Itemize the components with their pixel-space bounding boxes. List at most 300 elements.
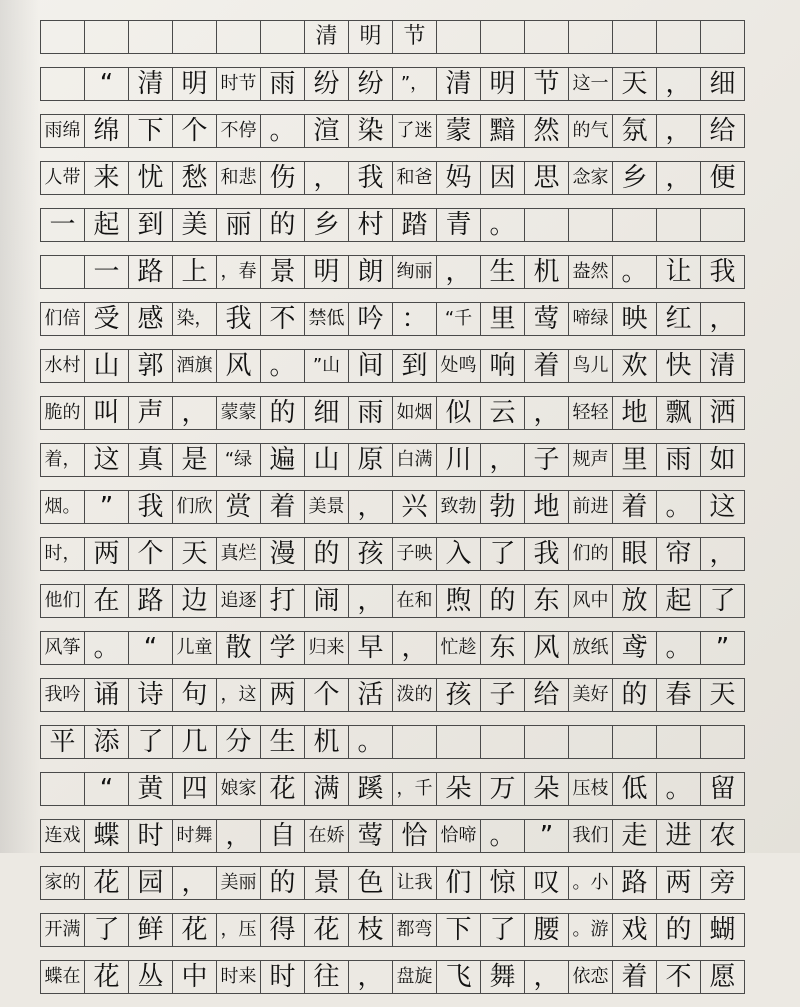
grid-cell: 踏: [392, 208, 437, 242]
grid-cell: [480, 725, 525, 759]
grid-cell: 个: [304, 678, 349, 712]
grid-cell: ，: [480, 443, 525, 477]
grid-cell: [40, 772, 85, 806]
text-line: [40, 443, 760, 477]
grid-cell: 不: [656, 960, 701, 994]
grid-cell: 机: [304, 725, 349, 759]
grid-cell: 时: [260, 960, 305, 994]
grid-cell: 便: [700, 161, 745, 195]
grid-cell: ，: [656, 161, 701, 195]
grid-cell: 几: [172, 725, 217, 759]
grid-cell: 美好: [568, 678, 613, 712]
grid-cell: 舞: [480, 960, 525, 994]
grid-cell: 的气: [568, 114, 613, 148]
grid-cell: “: [84, 772, 129, 806]
grid-cell: 时节: [216, 67, 261, 101]
grid-cell: 了: [700, 584, 745, 618]
text-line: [40, 114, 760, 148]
grid-cell: 来: [84, 161, 129, 195]
grid-cell: 留: [700, 772, 745, 806]
grid-cell: 放: [612, 584, 657, 618]
grid-cell: 村: [348, 208, 393, 242]
grid-cell: 花: [172, 913, 217, 947]
grid-cell: 家的: [40, 866, 85, 900]
grid-cell: [612, 725, 657, 759]
grid-cell: 朵: [524, 772, 569, 806]
grid-cell: 这: [700, 490, 745, 524]
grid-cell: 时，: [40, 537, 85, 571]
grid-cell: 了迷: [392, 114, 437, 148]
grid-cell: 追逐: [216, 584, 261, 618]
text-line: [40, 302, 760, 336]
grid-cell: 丛: [128, 960, 173, 994]
grid-cell: 酒旗: [172, 349, 217, 383]
grid-cell: [392, 725, 437, 759]
grid-cell: 叫: [84, 396, 129, 430]
grid-cell: 园: [128, 866, 173, 900]
grid-cell: 打: [260, 584, 305, 618]
page-shadow: [0, 0, 40, 853]
grid-cell: 赏: [216, 490, 261, 524]
grid-cell: 禁低: [304, 302, 349, 336]
grid-cell: ”: [524, 819, 569, 853]
grid-cell: 盘旋: [392, 960, 437, 994]
grid-cell: [436, 725, 481, 759]
grid-cell: [656, 725, 701, 759]
grid-cell: 枝: [348, 913, 393, 947]
grid-cell: 我: [128, 490, 173, 524]
grid-cell: 着: [612, 960, 657, 994]
grid-cell: 中: [172, 960, 217, 994]
grid-cell: 的: [612, 678, 657, 712]
grid-cell: 间: [348, 349, 393, 383]
grid-cell: 。小: [568, 866, 613, 900]
grid-cell: 子映: [392, 537, 437, 571]
grid-cell: 云: [480, 396, 525, 430]
grid-cell: 染，: [172, 302, 217, 336]
grid-cell: 分: [216, 725, 261, 759]
grid-cell: 子: [480, 678, 525, 712]
grid-cell: ，: [304, 161, 349, 195]
grid-cell: 兴: [392, 490, 437, 524]
grid-cell: 孩: [436, 678, 481, 712]
grid-cell: 黯: [480, 114, 525, 148]
grid-cell: 们欣: [172, 490, 217, 524]
grid-cell: 压枝: [568, 772, 613, 806]
grid-cell: 给: [700, 114, 745, 148]
grid-cell: “: [84, 67, 129, 101]
grid-cell: 天: [172, 537, 217, 571]
grid-cell: 蝴: [700, 913, 745, 947]
grid-cell: 恰啼: [436, 819, 481, 853]
grid-cell: 了: [84, 913, 129, 947]
text-line: [40, 584, 760, 618]
grid-cell: 如: [700, 443, 745, 477]
grid-cell: ：: [392, 302, 437, 336]
grid-cell: 清: [436, 67, 481, 101]
grid-cell: 快: [656, 349, 701, 383]
grid-cell: 下: [128, 114, 173, 148]
grid-cell: [524, 725, 569, 759]
grid-cell: 忧: [128, 161, 173, 195]
text-line: [40, 960, 760, 994]
text-line: [40, 819, 760, 853]
grid-cell: 我: [700, 255, 745, 289]
grid-cell: 我: [216, 302, 261, 336]
grid-cell: 细: [700, 67, 745, 101]
grid-cell: ，: [700, 537, 745, 571]
grid-cell: 学: [260, 631, 305, 665]
grid-cell: 蝶: [84, 819, 129, 853]
grid-cell: 清: [700, 349, 745, 383]
grid-cell: 眼: [612, 537, 657, 571]
grid-cell: 盎然: [568, 255, 613, 289]
grid-cell: 泼的: [392, 678, 437, 712]
grid-cell: 纷: [304, 67, 349, 101]
grid-cell: ”，: [392, 67, 437, 101]
grid-cell: 雨: [656, 443, 701, 477]
grid-cell: 煦: [436, 584, 481, 618]
grid-cell: 东: [480, 631, 525, 665]
grid-cell: 受: [84, 302, 129, 336]
grid-cell: 莺: [524, 302, 569, 336]
grid-cell: 往: [304, 960, 349, 994]
text-line: [40, 349, 760, 383]
grid-cell: 给: [524, 678, 569, 712]
grid-cell: 蒙蒙: [216, 396, 261, 430]
grid-cell: 万: [480, 772, 525, 806]
grid-cell: 念家: [568, 161, 613, 195]
grid-cell: [568, 725, 613, 759]
grid-cell: 乡: [304, 208, 349, 242]
grid-cell: 川: [436, 443, 481, 477]
grid-cell: 这一: [568, 67, 613, 101]
grid-cell: 我吟: [40, 678, 85, 712]
grid-cell: 里: [480, 302, 525, 336]
grid-cell: ，: [172, 866, 217, 900]
grid-cell: 都弯: [392, 913, 437, 947]
grid-cell: 人带: [40, 161, 85, 195]
grid-cell: 春: [656, 678, 701, 712]
grid-cell: 飞: [436, 960, 481, 994]
grid-cell: 渲: [304, 114, 349, 148]
grid-cell: ，: [524, 396, 569, 430]
grid-cell: 起: [84, 208, 129, 242]
grid-cell: 节: [392, 20, 437, 54]
grid-cell: 在: [84, 584, 129, 618]
grid-cell: 我们: [568, 819, 613, 853]
grid-cell: 叹: [524, 866, 569, 900]
grid-cell: 风中: [568, 584, 613, 618]
grid-cell: [84, 20, 129, 54]
grid-cell: 。: [656, 631, 701, 665]
grid-cell: 山: [84, 349, 129, 383]
grid-cell: [480, 20, 525, 54]
grid-cell: 节: [524, 67, 569, 101]
grid-cell: 生: [480, 255, 525, 289]
grid-cell: 的: [480, 584, 525, 618]
grid-cell: 响: [480, 349, 525, 383]
grid-cell: 满: [304, 772, 349, 806]
grid-cell: 。: [260, 114, 305, 148]
grid-cell: 戏: [612, 913, 657, 947]
grid-cell: 起: [656, 584, 701, 618]
grid-cell: 鸟儿: [568, 349, 613, 383]
grid-cell: 明: [172, 67, 217, 101]
grid-cell: 的: [260, 396, 305, 430]
text-line: [40, 255, 760, 289]
grid-cell: 不: [260, 302, 305, 336]
grid-cell: 不停: [216, 114, 261, 148]
grid-cell: 水村: [40, 349, 85, 383]
grid-cell: ，这: [216, 678, 261, 712]
text-line: [40, 490, 760, 524]
grid-cell: 思: [524, 161, 569, 195]
grid-cell: 们: [436, 866, 481, 900]
grid-cell: 鲜: [128, 913, 173, 947]
grid-cell: 愿: [700, 960, 745, 994]
grid-cell: 忙趁: [436, 631, 481, 665]
grid-cell: 色: [348, 866, 393, 900]
grid-cell: 恰: [392, 819, 437, 853]
grid-cell: 轻轻: [568, 396, 613, 430]
grid-cell: 地: [524, 490, 569, 524]
grid-cell: 们倍: [40, 302, 85, 336]
grid-cell: 风筝: [40, 631, 85, 665]
grid-cell: 山: [304, 443, 349, 477]
grid-cell: [260, 20, 305, 54]
grid-cell: 路: [128, 584, 173, 618]
text-line: [40, 161, 760, 195]
grid-cell: 着: [260, 490, 305, 524]
grid-cell: 入: [436, 537, 481, 571]
grid-cell: 朗: [348, 255, 393, 289]
grid-cell: [656, 208, 701, 242]
grid-cell: 和爸: [392, 161, 437, 195]
grid-cell: 东: [524, 584, 569, 618]
grid-cell: ，春: [216, 255, 261, 289]
grid-cell: 清: [128, 67, 173, 101]
grid-cell: 边: [172, 584, 217, 618]
grid-cell: 机: [524, 255, 569, 289]
text-line: [40, 396, 760, 430]
grid-cell: 然: [524, 114, 569, 148]
grid-cell: 孩: [348, 537, 393, 571]
grid-cell: 绵: [84, 114, 129, 148]
grid-cell: 娘家: [216, 772, 261, 806]
grid-cell: 个: [172, 114, 217, 148]
grid-cell: [172, 20, 217, 54]
grid-cell: ，: [656, 67, 701, 101]
grid-cell: [40, 255, 85, 289]
grid-cell: 我: [524, 537, 569, 571]
grid-cell: 。: [480, 819, 525, 853]
grid-cell: 啼绿: [568, 302, 613, 336]
grid-cell: [568, 208, 613, 242]
text-line: [40, 866, 760, 900]
grid-cell: 生: [260, 725, 305, 759]
grid-cell: [436, 20, 481, 54]
grid-cell: ，: [392, 631, 437, 665]
grid-cell: ，: [216, 819, 261, 853]
grid-cell: 。: [260, 349, 305, 383]
grid-cell: 让我: [392, 866, 437, 900]
grid-cell: 句: [172, 678, 217, 712]
grid-cell: ，压: [216, 913, 261, 947]
grid-cell: 前进: [568, 490, 613, 524]
grid-cell: 欢: [612, 349, 657, 383]
grid-cell: 路: [128, 255, 173, 289]
grid-cell: 吟: [348, 302, 393, 336]
grid-cell: 。: [480, 208, 525, 242]
grid-cell: 。: [84, 631, 129, 665]
grid-cell: 氛: [612, 114, 657, 148]
grid-cell: [40, 67, 85, 101]
grid-cell: 遍: [260, 443, 305, 477]
grid-cell: ”: [700, 631, 745, 665]
grid-cell: 似: [436, 396, 481, 430]
grid-cell: “: [128, 631, 173, 665]
grid-cell: 原: [348, 443, 393, 477]
grid-cell: 闹: [304, 584, 349, 618]
grid-cell: 蹊: [348, 772, 393, 806]
grid-cell: ，: [348, 490, 393, 524]
grid-cell: 这: [84, 443, 129, 477]
grid-cell: 花: [304, 913, 349, 947]
grid-cell: ，: [436, 255, 481, 289]
grid-cell: [128, 20, 173, 54]
grid-cell: 儿童: [172, 631, 217, 665]
grid-cell: 雨: [260, 67, 305, 101]
grid-cell: 了: [480, 537, 525, 571]
grid-cell: 。游: [568, 913, 613, 947]
grid-cell: 声: [128, 396, 173, 430]
text-line: [40, 631, 760, 665]
grid-cell: 帘: [656, 537, 701, 571]
grid-cell: 散: [216, 631, 261, 665]
grid-cell: 着: [612, 490, 657, 524]
grid-cell: 的: [656, 913, 701, 947]
grid-cell: 蒙: [436, 114, 481, 148]
grid-cell: 自: [260, 819, 305, 853]
grid-cell: 明: [348, 20, 393, 54]
grid-cell: 染: [348, 114, 393, 148]
grid-cell: 风: [216, 349, 261, 383]
essay-title: [40, 20, 760, 54]
grid-cell: 。: [348, 725, 393, 759]
grid-cell: 风: [524, 631, 569, 665]
grid-cell: 雨: [348, 396, 393, 430]
grid-cell: 绚丽: [392, 255, 437, 289]
grid-cell: 连戏: [40, 819, 85, 853]
grid-cell: [40, 20, 85, 54]
grid-cell: 到: [392, 349, 437, 383]
text-line: [40, 725, 760, 759]
grid-cell: 雨绵: [40, 114, 85, 148]
grid-cell: 里: [612, 443, 657, 477]
grid-cell: 的: [260, 208, 305, 242]
grid-cell: 纷: [348, 67, 393, 101]
grid-cell: 真烂: [216, 537, 261, 571]
grid-cell: 两: [260, 678, 305, 712]
grid-cell: 飘: [656, 396, 701, 430]
grid-cell: 郭: [128, 349, 173, 383]
grid-cell: 天: [612, 67, 657, 101]
grid-cell: 花: [84, 960, 129, 994]
grid-cell: 早: [348, 631, 393, 665]
grid-cell: 诗: [128, 678, 173, 712]
grid-cell: 的: [260, 866, 305, 900]
grid-cell: 愁: [172, 161, 217, 195]
grid-cell: [524, 20, 569, 54]
grid-cell: 添: [84, 725, 129, 759]
grid-cell: 在和: [392, 584, 437, 618]
grid-cell: 惊: [480, 866, 525, 900]
grid-cell: 美景: [304, 490, 349, 524]
grid-cell: ，: [172, 396, 217, 430]
grid-cell: 莺: [348, 819, 393, 853]
grid-cell: 朵: [436, 772, 481, 806]
grid-cell: [700, 20, 745, 54]
grid-cell: 着，: [40, 443, 85, 477]
grid-cell: ，: [700, 302, 745, 336]
grid-cell: 乡: [612, 161, 657, 195]
grid-cell: 放纸: [568, 631, 613, 665]
grid-cell: 了: [128, 725, 173, 759]
grid-cell: 到: [128, 208, 173, 242]
grid-cell: 是: [172, 443, 217, 477]
grid-cell: 。: [656, 490, 701, 524]
grid-cell: 在娇: [304, 819, 349, 853]
grid-cell: 真: [128, 443, 173, 477]
grid-cell: 青: [436, 208, 481, 242]
grid-cell: 。: [612, 255, 657, 289]
grid-cell: 依恋: [568, 960, 613, 994]
grid-cell: 四: [172, 772, 217, 806]
grid-cell: 脆的: [40, 396, 85, 430]
grid-cell: 处鸣: [436, 349, 481, 383]
grid-cell: 归来: [304, 631, 349, 665]
grid-cell: 勃: [480, 490, 525, 524]
grid-cell: ，千: [392, 772, 437, 806]
text-line: [40, 67, 760, 101]
grid-cell: 和悲: [216, 161, 261, 195]
grid-cell: 进: [656, 819, 701, 853]
grid-cell: 腰: [524, 913, 569, 947]
grid-cell: 两: [84, 537, 129, 571]
grid-cell: 烟。: [40, 490, 85, 524]
grid-cell: ，: [524, 960, 569, 994]
grid-cell: 美丽: [216, 866, 261, 900]
grid-cell: [700, 208, 745, 242]
grid-cell: 明: [480, 67, 525, 101]
grid-cell: ”山: [304, 349, 349, 383]
grid-cell: 一: [84, 255, 129, 289]
grid-cell: [656, 20, 701, 54]
grid-cell: 一: [40, 208, 85, 242]
grid-cell: 鸢: [612, 631, 657, 665]
grid-cell: 们的: [568, 537, 613, 571]
grid-cell: “千: [436, 302, 481, 336]
text-line: [40, 772, 760, 806]
grid-cell: 映: [612, 302, 657, 336]
grid-cell: 路: [612, 866, 657, 900]
grid-cell: 感: [128, 302, 173, 336]
grid-cell: 让: [656, 255, 701, 289]
grid-cell: 明: [304, 255, 349, 289]
grid-cell: 走: [612, 819, 657, 853]
grid-cell: 活: [348, 678, 393, 712]
